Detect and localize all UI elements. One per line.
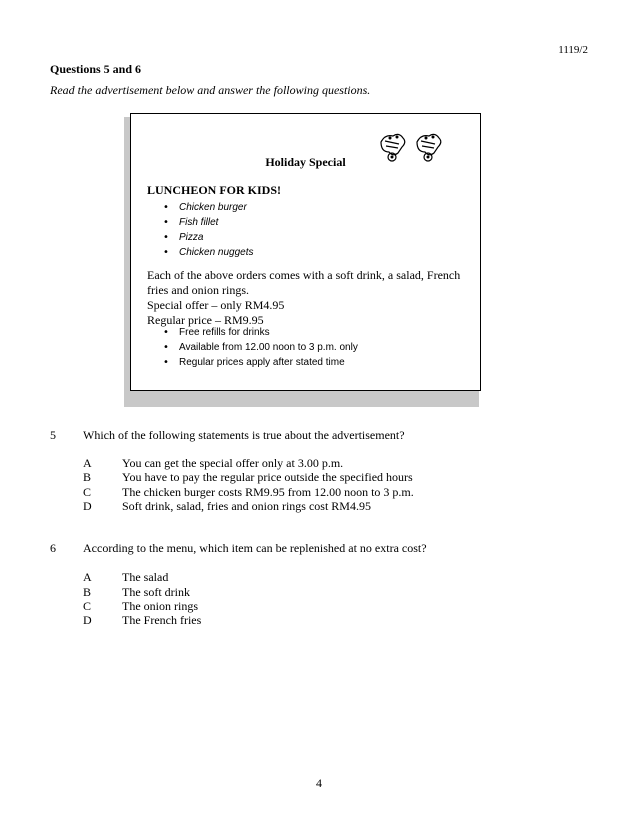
paragraph-line: Each of the above orders comes with a soft drink, a salad, French — [147, 268, 461, 282]
option-letter: B — [83, 585, 92, 599]
option-letter: D — [83, 499, 92, 513]
option-text: The salad — [122, 570, 169, 584]
section-instruction: Read the advertisement below and answer the following questions. — [50, 83, 371, 97]
section-heading: Questions 5 and 6 — [50, 62, 142, 76]
option-letter: A — [83, 570, 92, 584]
advert-note: • Regular prices apply after stated time — [163, 355, 358, 370]
advertisement-box — [130, 113, 481, 391]
menu-item: • Pizza — [163, 230, 254, 245]
advert-subtitle: LUNCHEON FOR KIDS! — [147, 183, 282, 197]
option-letter: A — [83, 456, 92, 470]
option-text: You can get the special offer only at 3.00 p.m. — [122, 456, 344, 470]
question-number: 6 — [50, 541, 56, 555]
menu-item: • Chicken nuggets — [163, 245, 254, 260]
question-5 — [0, 428, 638, 518]
question-text: According to the menu, which item can be replenished at no extra cost? — [83, 541, 427, 555]
question-6 — [0, 541, 638, 631]
menu-item: • Chicken burger — [163, 200, 254, 215]
special-offer: Special offer – only RM4.95 — [147, 298, 285, 312]
advert-title: Holiday Special — [265, 155, 346, 169]
option-text: The chicken burger costs RM9.95 from 12.00 noon to 3 p.m. — [122, 485, 414, 499]
option-letter: C — [83, 485, 92, 499]
option-text: The soft drink — [122, 585, 190, 599]
option-letter: B — [83, 470, 92, 484]
menu-item: • Fish fillet — [163, 215, 254, 230]
regular-price: Regular price – RM9.95 — [147, 313, 264, 327]
advert-notes-list — [163, 325, 358, 370]
paper-code: 1119/2 — [558, 44, 588, 56]
menu-items-list — [163, 200, 254, 260]
option-text: The French fries — [122, 613, 202, 627]
advert-paragraph — [147, 268, 477, 328]
paragraph-line: fries and onion rings. — [147, 283, 249, 297]
option-text: The onion rings — [122, 599, 198, 613]
option-letter: C — [83, 599, 92, 613]
advert-note: • Free refills for drinks — [163, 325, 358, 340]
page-number: 4 — [316, 776, 322, 790]
option-letter: D — [83, 613, 92, 627]
option-text: Soft drink, salad, fries and onion rings cost RM4.95 — [122, 499, 371, 513]
question-number: 5 — [50, 428, 56, 442]
option-text: You have to pay the regular price outside the specified hours — [122, 470, 413, 484]
advert-note: • Available from 12.00 noon to 3 p.m. only — [163, 340, 358, 355]
question-text: Which of the following statements is true about the advertisement? — [83, 428, 405, 442]
